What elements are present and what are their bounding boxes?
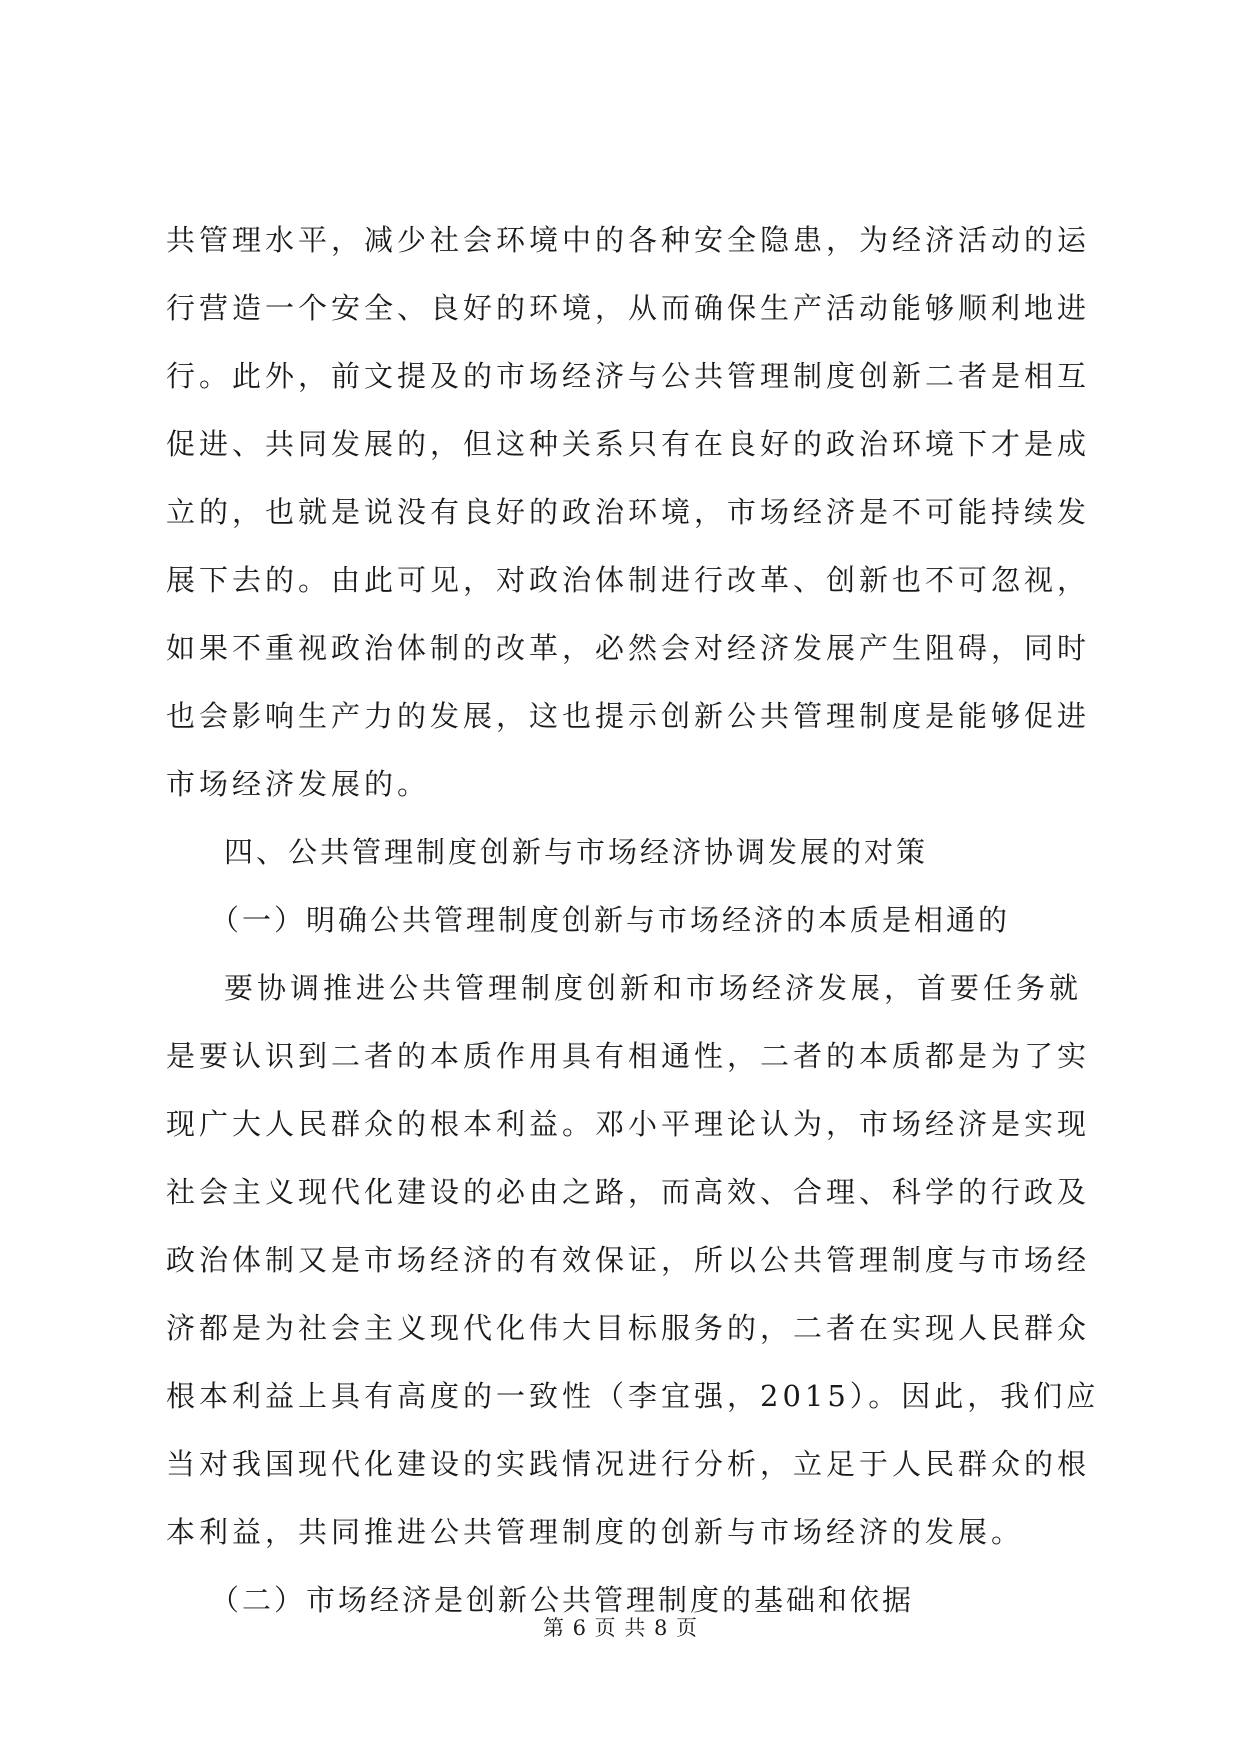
body-line: 行。此外，前文提及的市场经济与公共管理制度创新二者是相互 — [166, 359, 1091, 393]
body-line: 共管理水平，减少社会环境中的各种安全隐患，为经济活动的运 — [166, 223, 1091, 257]
body-line: 现广大人民群众的根本利益。邓小平理论认为，市场经济是实现 — [166, 1107, 1091, 1141]
body-line: 要协调推进公共管理制度创新和市场经济发展，首要任务就 — [224, 971, 1083, 1005]
body-line: 促进、共同发展的，但这种关系只有在良好的政治环境下才是成 — [166, 427, 1091, 461]
body-line: 根本利益上具有高度的一致性（李宜强，2015）。因此，我们应 — [166, 1379, 1100, 1413]
body-line: 本利益，共同推进公共管理制度的创新与市场经济的发展。 — [166, 1515, 1025, 1549]
body-line: 社会主义现代化建设的必由之路，而高效、合理、科学的行政及 — [166, 1175, 1091, 1209]
body-line: 也会影响生产力的发展，这也提示创新公共管理制度是能够促进 — [166, 699, 1091, 733]
subsection-heading: （一）明确公共管理制度创新与市场经济的本质是相通的 — [210, 903, 1011, 937]
body-line: 是要认识到二者的本质作用具有相通性，二者的本质都是为了实 — [166, 1039, 1091, 1073]
subsection-heading: （二）市场经济是创新公共管理制度的基础和依据 — [210, 1583, 915, 1617]
body-line: 如果不重视政治体制的改革，必然会对经济发展产生阻碍，同时 — [166, 631, 1091, 665]
body-line: 市场经济发展的。 — [166, 767, 431, 801]
body-line: 立的，也就是说没有良好的政治环境，市场经济是不可能持续发 — [166, 495, 1091, 529]
body-line: 当对我国现代化建设的实践情况进行分析，立足于人民群众的根 — [166, 1447, 1091, 1481]
page-number-footer: 第 6 页 共 8 页 — [542, 1616, 699, 1640]
body-line: 展下去的。由此可见，对政治体制进行改革、创新也不可忽视， — [166, 563, 1091, 597]
section-heading: 四、公共管理制度创新与市场经济协调发展的对策 — [224, 835, 929, 869]
document-body — [166, 206, 1100, 1634]
body-line: 济都是为社会主义现代化伟大目标服务的，二者在实现人民群众 — [166, 1311, 1091, 1345]
body-line: 行营造一个安全、良好的环境，从而确保生产活动能够顺利地进 — [166, 291, 1091, 325]
body-line: 政治体制又是市场经济的有效保证，所以公共管理制度与市场经 — [166, 1243, 1091, 1277]
